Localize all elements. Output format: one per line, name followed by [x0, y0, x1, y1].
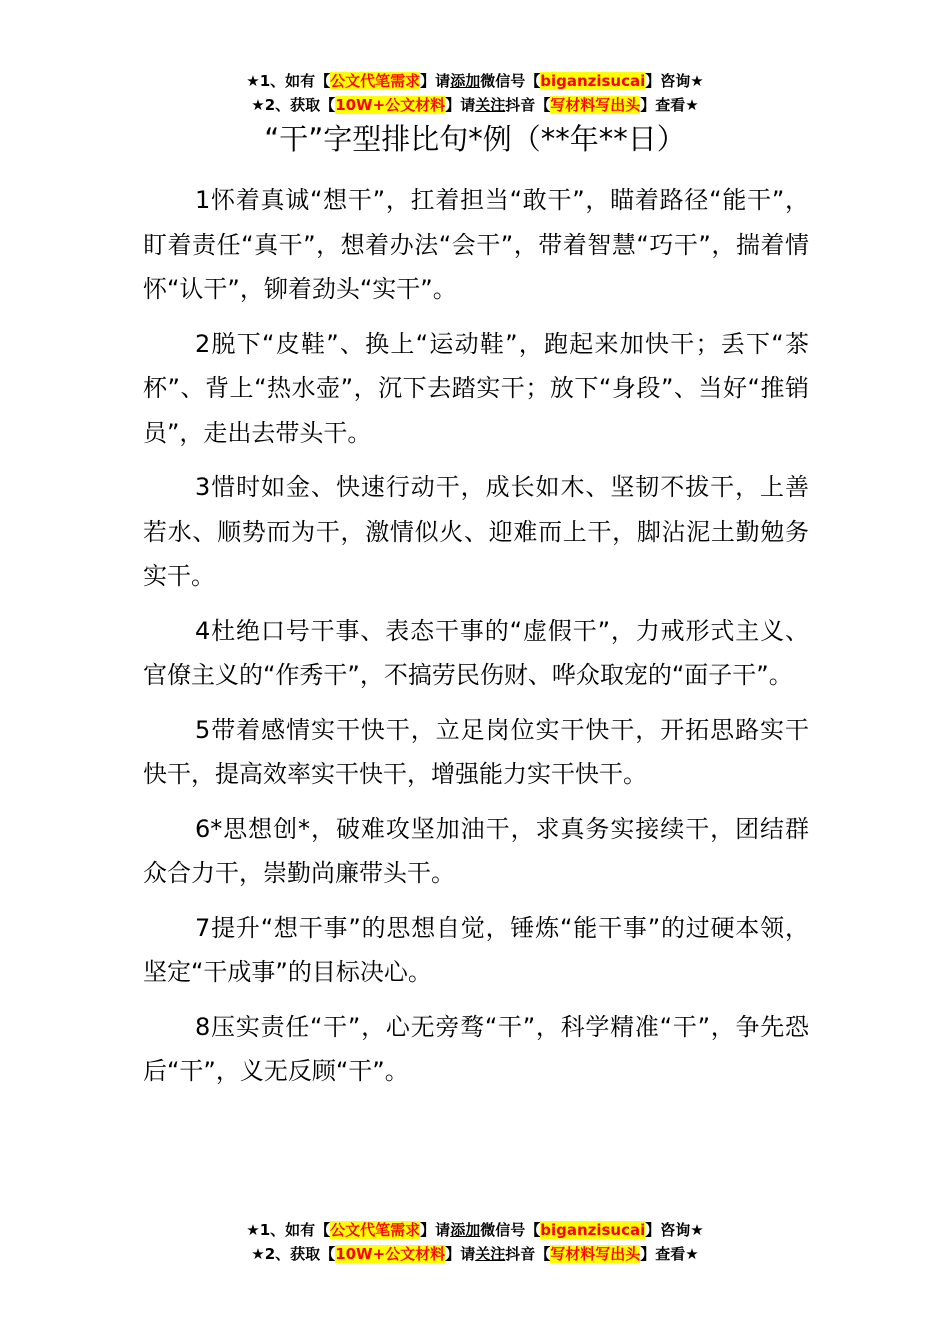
banner-text: 抖音【: [505, 96, 551, 114]
banner-highlight: 写材料写出头: [550, 96, 641, 114]
banner-text: 】请: [445, 1245, 476, 1263]
banner-text: 微信号【: [480, 1221, 541, 1239]
header-banner-line-1: [0, 69, 950, 93]
banner-text: 】咨询★: [645, 72, 704, 90]
footer-banner-line-2: [0, 1242, 950, 1266]
banner-text: 】咨询★: [645, 1221, 704, 1239]
banner-highlight: 10W+公文材料: [335, 96, 446, 114]
banner-underline: 关注: [475, 96, 506, 114]
footer-banner-line-1: [0, 1218, 950, 1242]
banner-underline: 添加: [450, 72, 481, 90]
banner-text: ★1、如有【: [246, 1221, 331, 1239]
paragraph-4: 4杜绝口号干事、表态干事的“虚假干”，力戒形式主义、官僚主义的“作秀干”，不搞劳民伤财、哗众取宠的“面子干”。: [143, 616, 809, 689]
banner-text: 抖音【: [505, 1245, 551, 1263]
banner-text: ★2、获取【: [251, 1245, 336, 1263]
banner-highlight: 10W+公文材料: [335, 1245, 446, 1263]
banner-highlight: 公文代笔需求: [330, 72, 421, 90]
banner-text: ★2、获取【: [251, 96, 336, 114]
banner-highlight: biganzisucai: [540, 1221, 646, 1239]
paragraph-7: 7提升“想干事”的思想自觉，锤炼“能干事”的过硬本领，坚定“干成事”的目标决心。: [143, 913, 809, 986]
paragraph-2: 2脱下“皮鞋”、换上“运动鞋”，跑起来加快干；丢下“茶杯”、背上“热水壶”，沉下去踏实干；放下“身段”、当好“推销员”，走出去带头干。: [143, 329, 809, 447]
document-body: [143, 178, 809, 1104]
banner-text: 微信号【: [480, 72, 541, 90]
paragraph-3: 3惜时如金、快速行动干，成长如木、坚韧不拔干，上善若水、顺势而为干，激情似火、迎难而上干，脚沾泥土勤勉务实干。: [143, 473, 809, 590]
banner-text: 】请: [420, 1221, 451, 1239]
page-title: “干”字型排比句*例（**年**日）: [264, 122, 686, 156]
paragraph-1: 1怀着真诚“想干”，扛着担当“敢干”，瞄着路径“能干”，盯着责任“真干”，想着办法“会干”，带着智慧“巧干”，揣着情怀“认干”，铆着劲头“实干”。: [143, 186, 809, 303]
banner-text: 】请: [445, 96, 476, 114]
paragraph-8: 8压实责任“干”，心无旁骛“干”，科学精准“干”，争先恐后“干”，义无反顾“干”。: [143, 1012, 809, 1085]
banner-highlight: biganzisucai: [540, 72, 646, 90]
paragraph-6: 6*思想创*，破难攻坚加油干，求真务实接续干，团结群众合力干，崇勤尚廉带头干。: [143, 814, 809, 887]
banner-underline: 添加: [450, 1221, 481, 1239]
paragraph-5: 5带着感情实干快干，立足岗位实干快干，开拓思路实干快干，提高效率实干快干，增强能力实干快干。: [143, 715, 809, 788]
banner-highlight: 公文代笔需求: [330, 1221, 421, 1239]
banner-text: ★1、如有【: [246, 72, 331, 90]
banner-text: 】查看★: [640, 96, 699, 114]
header-banner-line-2: [0, 93, 950, 117]
banner-text: 】查看★: [640, 1245, 699, 1263]
banner-highlight: 写材料写出头: [550, 1245, 641, 1263]
banner-text: 】请: [420, 72, 451, 90]
banner-underline: 关注: [475, 1245, 506, 1263]
